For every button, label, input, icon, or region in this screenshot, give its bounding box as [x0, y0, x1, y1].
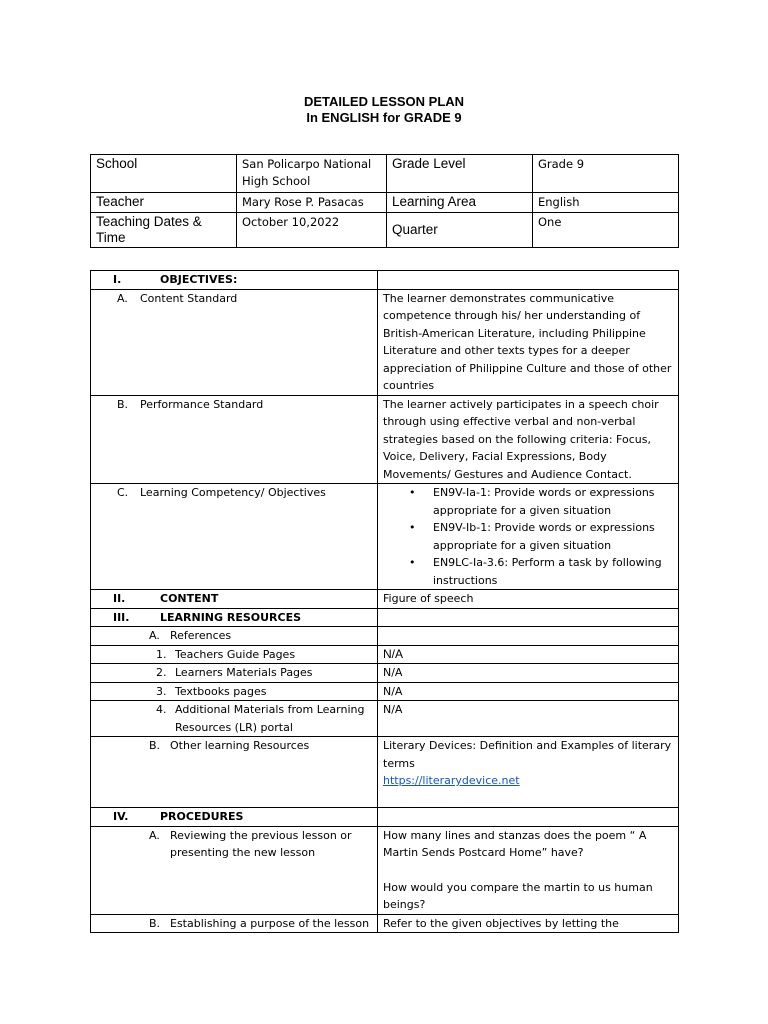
section-number: III.: [113, 610, 130, 624]
item-number: 3.: [156, 684, 167, 698]
purpose-label: Establishing a purpose of the lesson: [170, 916, 370, 930]
purpose-value: Refer to the given objectives by letting the: [378, 914, 679, 933]
item-number: 4.: [156, 703, 167, 716]
procedures-row: [91, 808, 679, 827]
reviewing-row: [91, 826, 679, 914]
dates-label: Teaching Dates & Time: [91, 213, 237, 248]
objectives-heading: OBJECTIVES:: [160, 273, 238, 286]
item-letter: A.: [149, 629, 160, 642]
list-item: • EN9V-Ib-1: Provide words or expressions appropriate for a given situation: [433, 519, 673, 554]
item-letter: B.: [149, 916, 161, 930]
procedures-heading: PROCEDURES: [160, 810, 244, 823]
info-table: [90, 154, 679, 248]
performance-standard-row: [91, 395, 679, 484]
area-label: Learning Area: [387, 193, 533, 213]
resources-heading: LEARNING RESOURCES: [160, 610, 302, 624]
teacher-value: Mary Rose P. Pasacas: [237, 193, 387, 213]
dates-value: October 10,2022: [237, 213, 387, 248]
references-label: References: [170, 629, 232, 642]
teacher-label: Teacher: [91, 193, 237, 213]
content-heading: CONTENT: [160, 592, 219, 605]
resources-row: [91, 608, 679, 627]
ref-label: Learners Materials Pages: [175, 666, 313, 679]
ref-value: N/A: [383, 646, 404, 661]
item-number: 1.: [156, 647, 167, 661]
document-title: DETAILED LESSON PLAN: [303, 94, 465, 109]
item-letter: A.: [117, 291, 128, 305]
other-resources-label: Other learning Resources: [170, 739, 310, 752]
section-number: IV.: [113, 810, 129, 823]
item-letter: B.: [117, 397, 129, 411]
ref-row-3: [91, 682, 679, 701]
grade-value: Grade 9: [533, 155, 679, 193]
content-standard-value: The learner demonstrates communicative competence through his/ her understanding of British-American Literature, including Philippine Literature and other texts types for a deeper appreciation of Philippine Culture and those of other countries: [378, 289, 679, 395]
competency-row: [91, 484, 679, 590]
lesson-plan-table: [90, 270, 679, 933]
performance-standard-label: Performance Standard: [140, 397, 264, 411]
resource-link[interactable]: https://literarydevice.net: [383, 774, 520, 787]
ref-row-1: [91, 645, 679, 664]
ref-value: N/A: [378, 701, 679, 737]
item-letter: B.: [149, 739, 161, 752]
list-item: • EN9LC-Ia-3.6: Perform a task by following instructions: [433, 554, 673, 589]
content-row: [91, 590, 679, 609]
other-resources-row: [91, 737, 679, 808]
reviewing-label: Reviewing the previous lesson or presenting the new lesson: [170, 828, 352, 859]
content-standard-label: Content Standard: [140, 291, 238, 305]
ref-label: Teachers Guide Pages: [175, 647, 296, 661]
quarter-value: One: [533, 213, 679, 248]
reviewing-question-1: How many lines and stanzas does the poem “ A Martin Sends Postcard Home” have?: [383, 828, 647, 859]
quarter-label: Quarter: [387, 213, 533, 248]
ref-label: Textbooks pages: [175, 684, 267, 698]
section-number: II.: [113, 592, 126, 605]
other-resources-value: Literary Devices: Definition and Examples of literary terms: [383, 739, 672, 770]
document-subtitle: In ENGLISH for GRADE 9: [306, 110, 462, 125]
grade-label: Grade Level: [387, 155, 533, 193]
school-value: San Policarpo National High School: [237, 155, 387, 193]
item-letter: A.: [149, 828, 160, 842]
ref-value: N/A: [378, 664, 679, 683]
section-number: I.: [113, 273, 122, 286]
list-item: • EN9V-Ia-1: Provide words or expressions appropriate for a given situation: [433, 484, 673, 519]
ref-row-4: [91, 701, 679, 737]
item-letter: C.: [117, 486, 129, 499]
performance-standard-value: The learner actively participates in a speech choir through using effective verbal and non-verbal strategies based on the following criteria: Focus, Voice, Delivery, Facial Expressions, Body Movements/ Gestures and Audience Contact.: [378, 395, 679, 484]
area-value: English: [533, 193, 679, 213]
objectives-row: [91, 271, 679, 290]
reviewing-question-2: How would you compare the martin to us human beings?: [383, 880, 653, 911]
content-standard-row: [91, 289, 679, 395]
references-row: [91, 627, 679, 646]
item-number: 2.: [156, 666, 167, 679]
school-label: School: [91, 155, 237, 193]
content-value: Figure of speech: [378, 590, 679, 609]
ref-value: N/A: [378, 682, 679, 701]
competency-list: [383, 484, 673, 589]
ref-row-2: [91, 664, 679, 683]
ref-label: Additional Materials from Learning Resources (LR) portal: [175, 703, 365, 734]
purpose-row: [91, 914, 679, 933]
competency-label: Learning Competency/ Objectives: [140, 486, 326, 499]
